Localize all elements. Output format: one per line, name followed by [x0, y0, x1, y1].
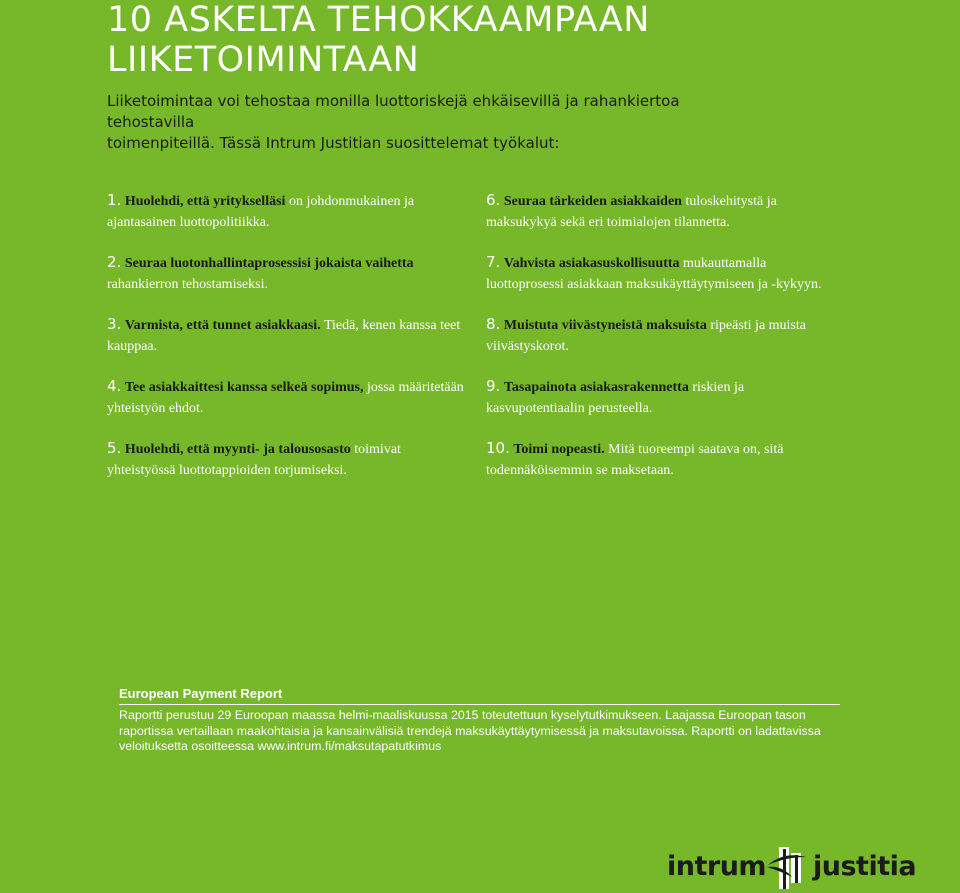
intro-line-1: Liiketoimintaa voi tehostaa monilla luottoriskejä ehkäisevillä ja rahankiertoa tehostavilla — [107, 92, 680, 131]
intrum-justitia-logo — [667, 843, 917, 893]
step-number: 3. — [107, 315, 122, 333]
step-title: Varmista, että tunnet asiakkaasi. — [124, 318, 321, 333]
report-divider — [119, 704, 840, 705]
intro-line-2: toimenpiteillä. Tässä Intrum Justitian suosittelemat työkalut: — [107, 134, 560, 152]
title-line-1: 10 ASKELTA TEHOKKAAMPAAN — [107, 0, 650, 40]
step-text: toimivat yhteistyössä luottotappioiden torjumiseksi. — [107, 442, 401, 478]
step-item — [486, 190, 846, 233]
step-item — [107, 376, 467, 419]
step-item — [486, 376, 846, 419]
step-text: on johdonmukainen ja ajantasainen luottopolitiikka. — [107, 194, 415, 230]
step-text: jossa määritetään yhteistyön ehdot. — [107, 380, 464, 416]
step-number: 7. — [486, 253, 501, 271]
step-item — [107, 190, 467, 233]
step-item — [107, 252, 467, 295]
step-item — [486, 314, 846, 357]
step-number: 1. — [107, 191, 122, 209]
step-title: Seuraa luotonhallintaprosessisi jokaista vaihetta — [124, 256, 414, 271]
step-item — [107, 438, 467, 481]
step-number: 2. — [107, 253, 122, 271]
steps-column-right — [486, 190, 846, 500]
step-number: 10. — [486, 439, 510, 457]
page-title — [107, 0, 907, 80]
step-title: Huolehdi, että yritykselläsi — [124, 194, 286, 209]
step-title: Tee asiakkaittesi kanssa selkeä sopimus, — [124, 380, 364, 395]
title-line-2: LIIKETOIMINTAAN — [107, 40, 420, 80]
scales-emblem-icon — [762, 843, 812, 893]
step-number: 4. — [107, 377, 122, 395]
step-title: Huolehdi, että myynti- ja talousosasto — [124, 442, 351, 457]
step-number: 6. — [486, 191, 501, 209]
step-number: 9. — [486, 377, 501, 395]
step-text: riskien ja kasvupotentiaalin perusteella. — [486, 380, 745, 416]
step-text: Tiedä, kenen kanssa teet kauppaa. — [107, 318, 461, 354]
step-text: mukauttamalla luottoprosessi asiakkaan maksukäyttäytymiseen ja -kykyyn. — [486, 256, 822, 292]
report-title: European Payment Report — [119, 686, 283, 701]
step-number: 5. — [107, 439, 122, 457]
steps-column-left — [107, 190, 467, 500]
step-text: ripeästi ja muista viivästyskorot. — [486, 318, 806, 354]
step-text: tuloskehitystä ja maksukykyä sekä eri toimialojen tilannetta. — [486, 194, 777, 230]
step-title: Toimi nopeasti. — [513, 442, 605, 457]
step-number: 8. — [486, 315, 501, 333]
step-title: Muistuta viivästyneistä maksuista — [503, 318, 707, 333]
logo-word-intrum: intrum — [667, 851, 767, 882]
step-title: Tasapainota asiakasrakennetta — [503, 380, 689, 395]
step-item — [486, 438, 846, 481]
report-text: Raportti perustuu 29 Euroopan maassa helmi-maaliskuussa 2015 toteutettuun kyselytutkimukseen. Laajassa Euroopan tason raportissa vertaillaan maakohtaisia ja kansainvälisiä trendejä maksukäyttäytymisessä ja maksutavoissa. Raportti on ladattavissa veloituksetta osoitteessa www.intrum.fi/maksutapatutkimus — [119, 708, 821, 753]
intro-text — [107, 91, 747, 154]
step-title: Seuraa tärkeiden asiakkaiden — [503, 194, 682, 209]
logo-word-justitia: justitia — [813, 851, 917, 882]
step-item — [486, 252, 846, 295]
step-text: Mitä tuoreempi saatava on, sitä todennäköisemmin se maksetaan. — [486, 442, 784, 478]
step-text: rahankierron tehostamiseksi. — [107, 277, 268, 292]
step-title: Vahvista asiakasuskollisuutta — [503, 256, 680, 271]
step-item — [107, 314, 467, 357]
